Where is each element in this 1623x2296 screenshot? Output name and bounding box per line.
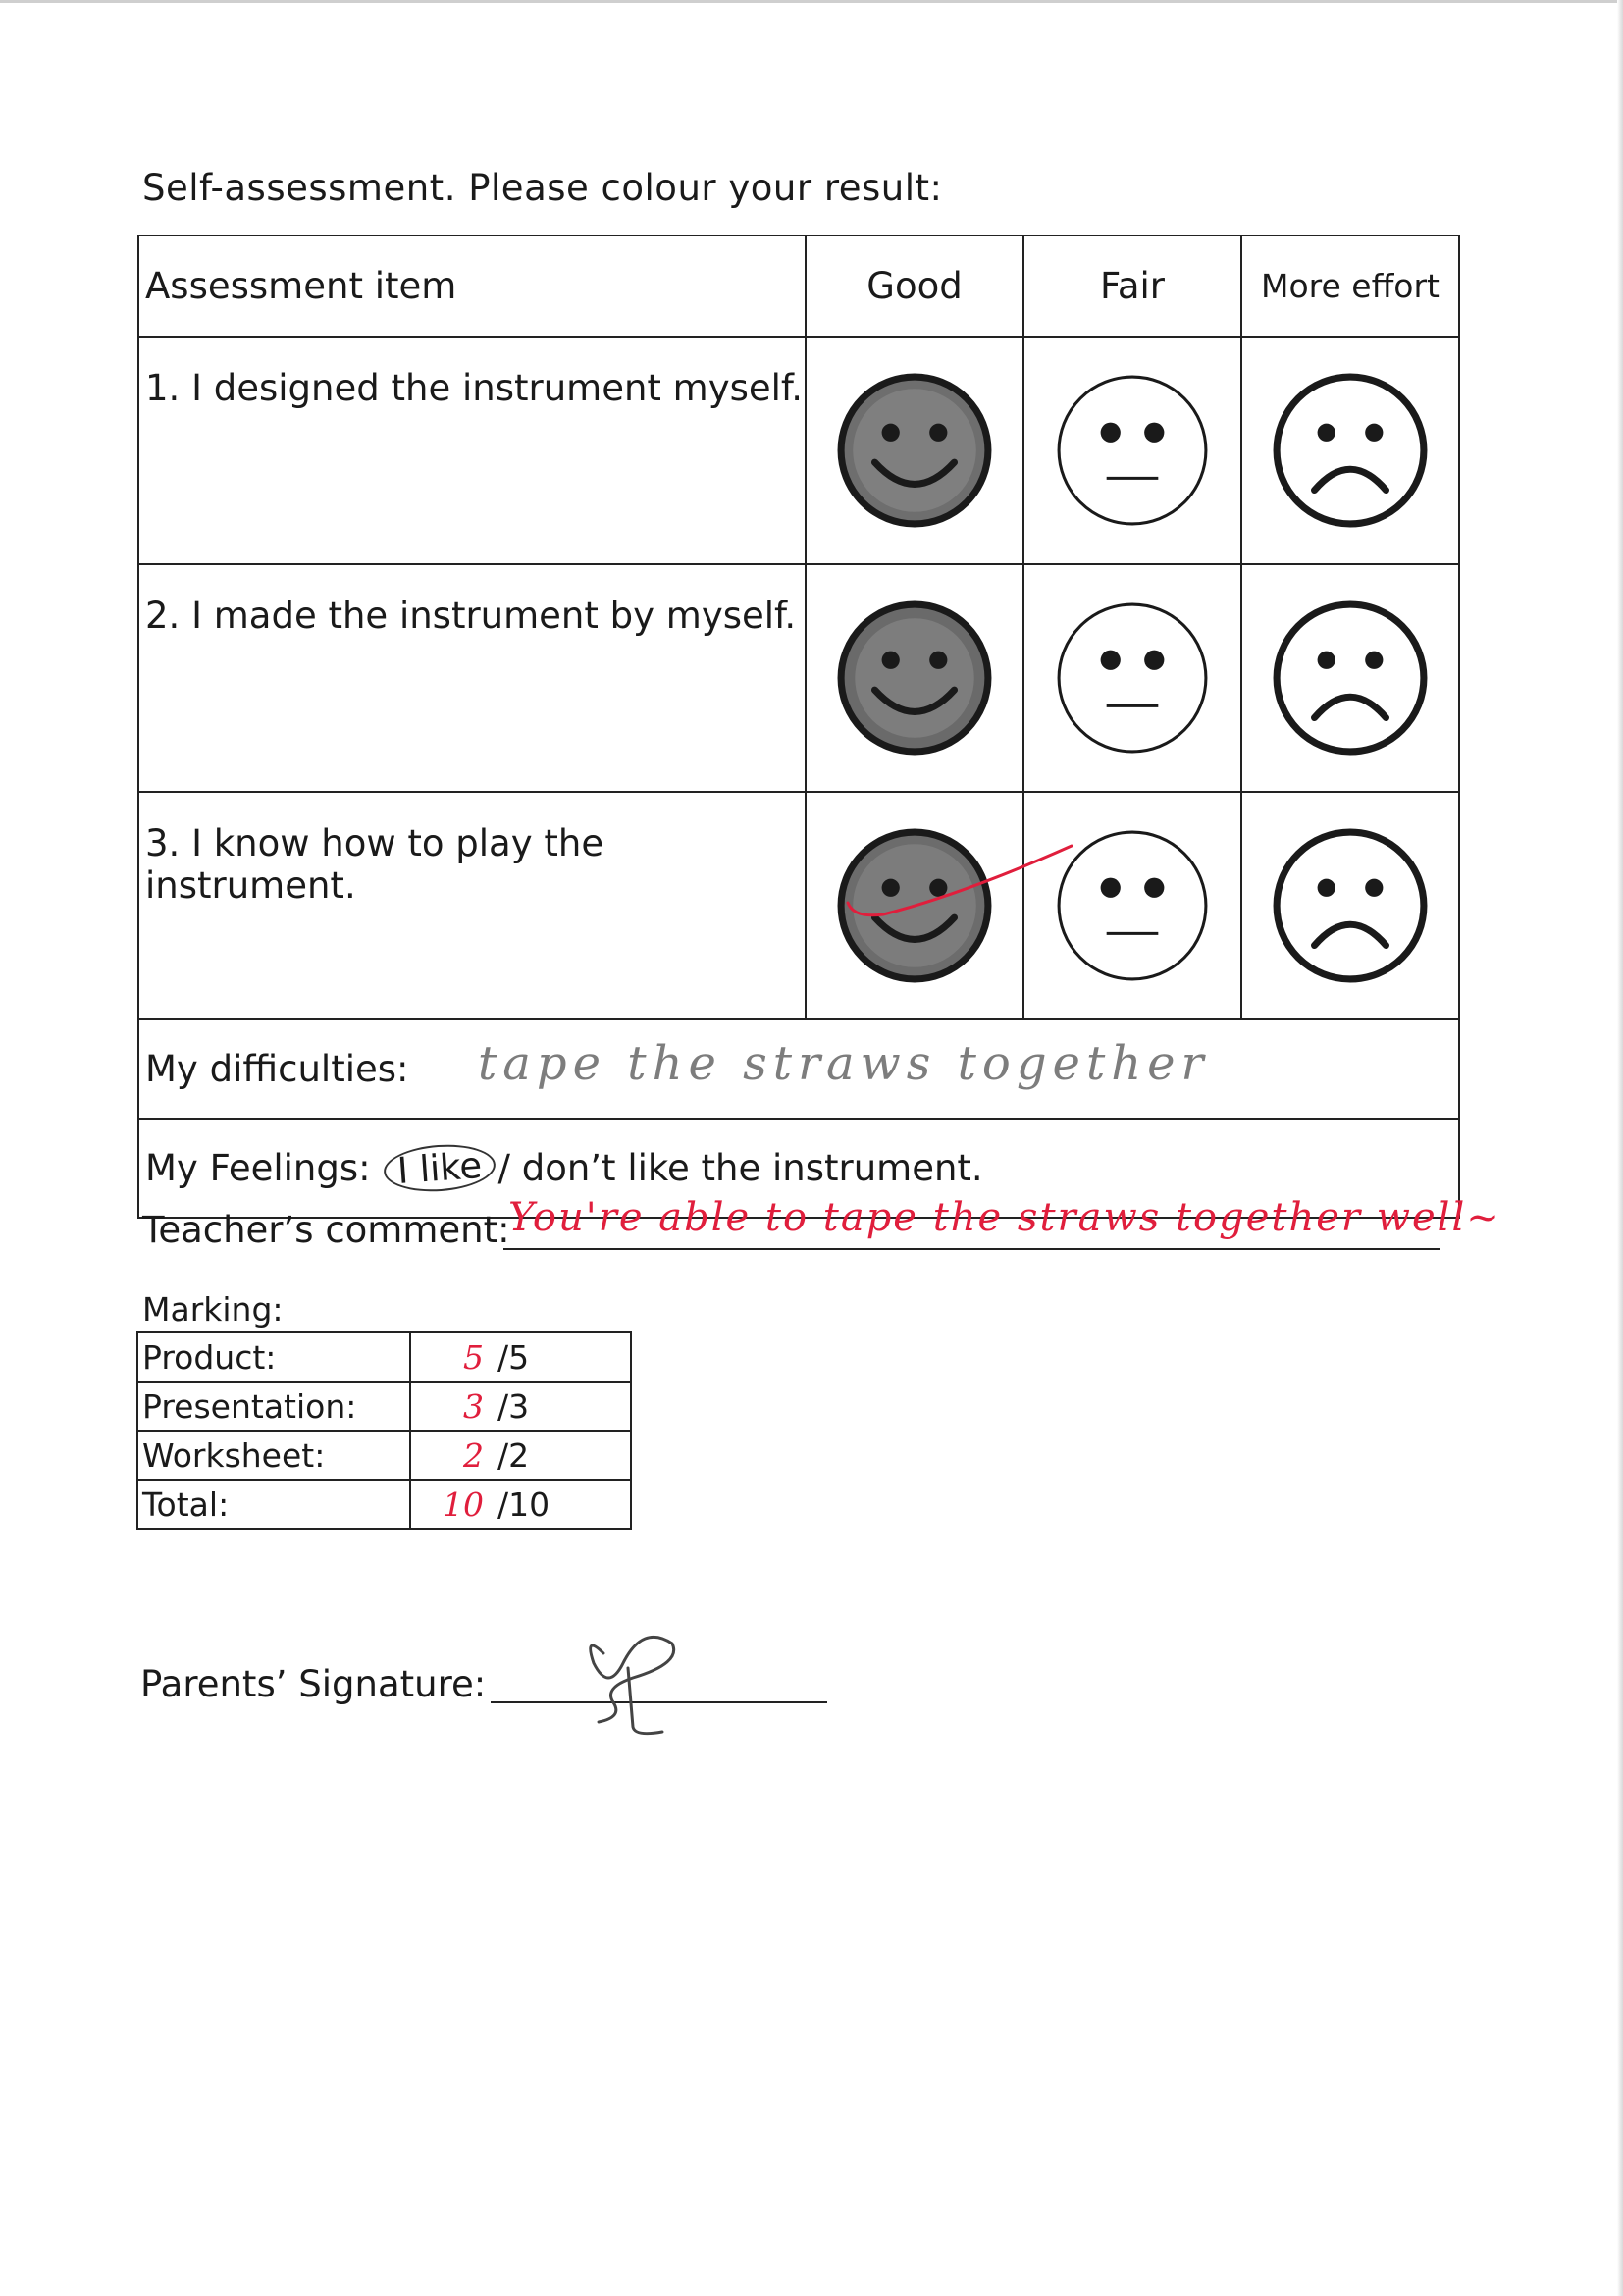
good-face-cell[interactable] bbox=[806, 564, 1023, 792]
header-good: Good bbox=[806, 235, 1023, 337]
red-ink-mark bbox=[844, 826, 1079, 924]
marking-row-label: Presentation: bbox=[137, 1382, 410, 1431]
marking-row-label: Product: bbox=[137, 1332, 410, 1382]
self-assessment-table bbox=[137, 235, 1460, 1219]
marking-row-label: Worksheet: bbox=[137, 1431, 410, 1480]
table-row bbox=[137, 1431, 631, 1480]
table-row bbox=[138, 337, 1459, 564]
assessment-item-label: 2. I made the instrument by myself. bbox=[138, 564, 806, 792]
more-effort-face-cell[interactable] bbox=[1241, 564, 1459, 792]
sad-face-icon bbox=[1271, 826, 1430, 985]
score-value: 2 bbox=[463, 1435, 484, 1475]
difficulties-cell bbox=[138, 1019, 1459, 1119]
teacher-comment-text: You're able to tape the straws together well~ bbox=[508, 1195, 1501, 1240]
teacher-comment-line bbox=[503, 1248, 1440, 1250]
score-max: /2 bbox=[497, 1435, 530, 1475]
score-value: 3 bbox=[463, 1386, 484, 1426]
feelings-label: My Feelings: bbox=[145, 1147, 371, 1189]
table-row bbox=[138, 792, 1459, 1019]
feelings-separator: / bbox=[497, 1147, 510, 1189]
fair-face-cell[interactable] bbox=[1023, 337, 1241, 564]
feelings-option-like-circled[interactable]: I like bbox=[383, 1141, 497, 1195]
more-effort-face-cell[interactable] bbox=[1241, 792, 1459, 1019]
page-right-edge bbox=[1617, 0, 1623, 2296]
score-value: 5 bbox=[463, 1337, 484, 1377]
marking-row-score-cell bbox=[410, 1480, 631, 1529]
header-more-effort: More effort bbox=[1241, 235, 1459, 337]
score-max: /3 bbox=[497, 1386, 530, 1426]
difficulties-row bbox=[138, 1019, 1459, 1119]
header-assessment-item: Assessment item bbox=[138, 235, 806, 337]
score-value: 10 bbox=[443, 1485, 484, 1524]
sad-face-icon bbox=[1271, 371, 1430, 530]
marking-table bbox=[136, 1331, 632, 1530]
table-row bbox=[137, 1382, 631, 1431]
neutral-face-icon bbox=[1053, 371, 1212, 530]
happy-face-icon bbox=[835, 599, 994, 757]
sad-face-icon bbox=[1271, 599, 1430, 757]
table-row bbox=[137, 1332, 631, 1382]
table-row bbox=[138, 564, 1459, 792]
marking-row-score-cell bbox=[410, 1382, 631, 1431]
worksheet-heading: Self-assessment. Please colour your result: bbox=[142, 167, 943, 209]
marking-row-score-cell bbox=[410, 1431, 631, 1480]
difficulties-label: My difficulties: bbox=[145, 1048, 409, 1090]
assessment-item-label: 1. I designed the instrument myself. bbox=[138, 337, 806, 564]
good-face-cell[interactable] bbox=[806, 337, 1023, 564]
page-top-edge bbox=[0, 0, 1623, 3]
parents-signature-label: Parents’ Signature: bbox=[140, 1663, 487, 1705]
fair-face-cell[interactable] bbox=[1023, 564, 1241, 792]
header-row bbox=[138, 235, 1459, 337]
teacher-comment-label: Teacher’s comment: bbox=[142, 1209, 510, 1251]
neutral-face-icon bbox=[1053, 599, 1212, 757]
header-fair: Fair bbox=[1023, 235, 1241, 337]
table-row bbox=[137, 1480, 631, 1529]
marking-row-label: Total: bbox=[137, 1480, 410, 1529]
feelings-option-dont-like[interactable]: don’t like the instrument. bbox=[521, 1147, 983, 1189]
marking-row-score-cell bbox=[410, 1332, 631, 1382]
more-effort-face-cell[interactable] bbox=[1241, 337, 1459, 564]
difficulties-handwritten-answer: tape the straws together bbox=[478, 1036, 1210, 1091]
score-max: /10 bbox=[497, 1485, 550, 1524]
signature-scribble-icon bbox=[564, 1624, 692, 1742]
assessment-item-label: 3. I know how to play the instrument. bbox=[138, 792, 806, 1019]
happy-face-icon bbox=[835, 371, 994, 530]
marking-label: Marking: bbox=[142, 1290, 284, 1329]
score-max: /5 bbox=[497, 1337, 530, 1377]
